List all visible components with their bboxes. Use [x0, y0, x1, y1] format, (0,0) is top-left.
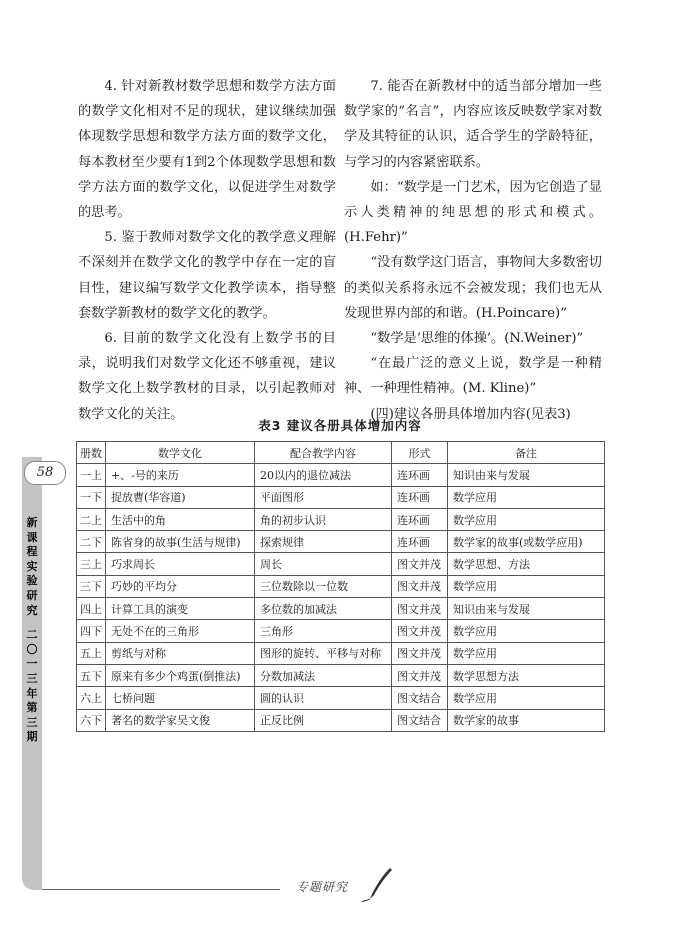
table-cell: 七桥问题 — [106, 687, 255, 709]
table-cell: 捉放曹(华容道) — [106, 486, 255, 508]
table-row — [77, 687, 605, 709]
table-cell: 数学应用 — [448, 620, 605, 642]
table-cell: 连环画 — [392, 486, 448, 508]
table-cell: 图文结合 — [392, 709, 448, 731]
table-cell: 六下 — [77, 709, 106, 731]
table-cell: 多位数的加减法 — [255, 598, 392, 620]
paragraph: (四)建议各册具体增加内容(见表3) — [370, 406, 571, 422]
table-cell: 知识由来与发展 — [448, 598, 605, 620]
table-row — [77, 486, 605, 508]
pen-icon — [360, 866, 394, 904]
table-body — [77, 464, 605, 732]
table-cell: 三角形 — [255, 620, 392, 642]
table-cell: 正反比例 — [255, 709, 392, 731]
table-row — [77, 531, 605, 553]
table-cell: 连环画 — [392, 531, 448, 553]
table-row — [77, 664, 605, 686]
table-cell: 数学应用 — [448, 575, 605, 597]
table-cell: 四下 — [77, 620, 106, 642]
column-header: 备注 — [448, 442, 605, 464]
table-cell: 二下 — [77, 531, 106, 553]
table-cell: 图文并茂 — [392, 664, 448, 686]
data-table — [76, 441, 605, 732]
table-row — [77, 464, 605, 486]
table-row — [77, 553, 605, 575]
table-cell: 知识由来与发展 — [448, 464, 605, 486]
table-cell: 图形的旋转、平移与对称 — [255, 642, 392, 664]
table-cell: 四上 — [77, 598, 106, 620]
table-cell: 三下 — [77, 575, 106, 597]
table-cell: 角的初步认识 — [255, 508, 392, 530]
right-column — [344, 74, 602, 427]
table-cell: 周长 — [255, 553, 392, 575]
table-cell: 巧求周长 — [106, 553, 255, 575]
paragraph: 5. 鉴于教师对数学文化的教学意义理解不深刻并在数学文化的教学中存在一定的盲目性，建议编写数学文化教学读本，指导整套数学新教材的数学文化的教学。 — [78, 230, 336, 321]
table-cell: 连环画 — [392, 464, 448, 486]
table-cell: 数学家的故事(或数学应用) — [448, 531, 605, 553]
table-caption: 表3 建议各册具体增加内容 — [258, 418, 422, 433]
table-header-row — [77, 442, 605, 464]
table-cell: 图文并茂 — [392, 642, 448, 664]
table-cell: 平面图形 — [255, 486, 392, 508]
table-row — [77, 709, 605, 731]
table-cell: 著名的数学家吴文俊 — [106, 709, 255, 731]
table-cell: 数学思想、方法 — [448, 553, 605, 575]
column-header: 数学文化 — [106, 442, 255, 464]
paragraph: “在最广泛的意义上说，数学是一种精神、一种理性精神。(M. Kline)” — [344, 356, 602, 397]
table-cell: 探索规律 — [255, 531, 392, 553]
table-cell: 图文并茂 — [392, 575, 448, 597]
column-header: 形式 — [392, 442, 448, 464]
paragraph: “数学是‘思维的体操’。(N.Weiner)” — [370, 331, 584, 347]
table-cell: 20以内的退位减法 — [255, 464, 392, 486]
footer-rule — [42, 889, 280, 890]
table-cell: 数学应用 — [448, 486, 605, 508]
table-cell: 剪纸与对称 — [106, 642, 255, 664]
table-cell: 连环画 — [392, 508, 448, 530]
table-cell: 无处不在的三角形 — [106, 620, 255, 642]
table-cell: 五上 — [77, 642, 106, 664]
journal-issue: 二〇一三年第三期 — [26, 628, 38, 744]
paragraph: “没有数学这门语言，事物间大多数密切的类似关系将永远不会被发现；我们也无从发现世界内部的和谐。(H.Poincare)” — [344, 255, 602, 321]
table-row — [77, 598, 605, 620]
table-cell: 五下 — [77, 664, 106, 686]
paragraph: 4. 针对新教材数学思想和数学方法方面的数学文化相对不足的现状，建议继续加强体现数学思想和数学方法方面的数学文化，每本教材至少要有1到2个体现数学思想和数学方法方面的数学文化，以促进学生对数学的思考。 — [78, 79, 336, 221]
table-cell: 三位数除以一位数 — [255, 575, 392, 597]
table-cell: 数学应用 — [448, 687, 605, 709]
table-cell: 六上 — [77, 687, 106, 709]
footer-label: 专题研究 — [296, 880, 349, 894]
table-row — [77, 575, 605, 597]
table-cell: 分数加减法 — [255, 664, 392, 686]
table-cell: 陈省身的故事(生活与规律) — [106, 531, 255, 553]
table-cell: 图文并茂 — [392, 620, 448, 642]
table-cell: 二上 — [77, 508, 106, 530]
table-cell: 圆的认识 — [255, 687, 392, 709]
page-number: 58 — [24, 461, 66, 485]
table-cell: 生活中的角 — [106, 508, 255, 530]
table-row — [77, 508, 605, 530]
paragraph: 如：“数学是一门艺术，因为它创造了显示人类精神的纯思想的形式和模式。(H.Fehr)” — [344, 179, 602, 246]
table-cell: 图文并茂 — [392, 553, 448, 575]
table-cell: 数学应用 — [448, 508, 605, 530]
table-cell: 一下 — [77, 486, 106, 508]
column-header: 配合教学内容 — [255, 442, 392, 464]
paragraph: 6. 目前的数学文化没有上数学书的目录，说明我们对数学文化还不够重视，建议数学文化上数学教材的目录，以引起教师对数学文化的关注。 — [78, 331, 336, 422]
table-cell: 数学思想方法 — [448, 664, 605, 686]
table-cell: 三上 — [77, 553, 106, 575]
table-cell: 原来有多少个鸡蛋(倒推法) — [106, 664, 255, 686]
table-cell: 图文结合 — [392, 687, 448, 709]
journal-vertical — [24, 516, 40, 745]
table-cell: 一上 — [77, 464, 106, 486]
table-cell: 图文并茂 — [392, 598, 448, 620]
column-header: 册数 — [77, 442, 106, 464]
table-row — [77, 620, 605, 642]
table-cell: 数学家的故事 — [448, 709, 605, 731]
paragraph: 7. 能否在新教材中的适当部分增加一些数学家的“名言”，内容应该反映数学家对数学及其特征的认识，适合学生的学龄特征，与学习的内容紧密联系。 — [344, 79, 602, 170]
journal-name: 新课程实验研究 — [26, 516, 38, 617]
table-cell: +、-号的来历 — [106, 464, 255, 486]
table-cell: 巧妙的平均分 — [106, 575, 255, 597]
table-row — [77, 642, 605, 664]
table-cell: 计算工具的演变 — [106, 598, 255, 620]
left-column — [78, 74, 336, 427]
table-cell: 数学应用 — [448, 642, 605, 664]
